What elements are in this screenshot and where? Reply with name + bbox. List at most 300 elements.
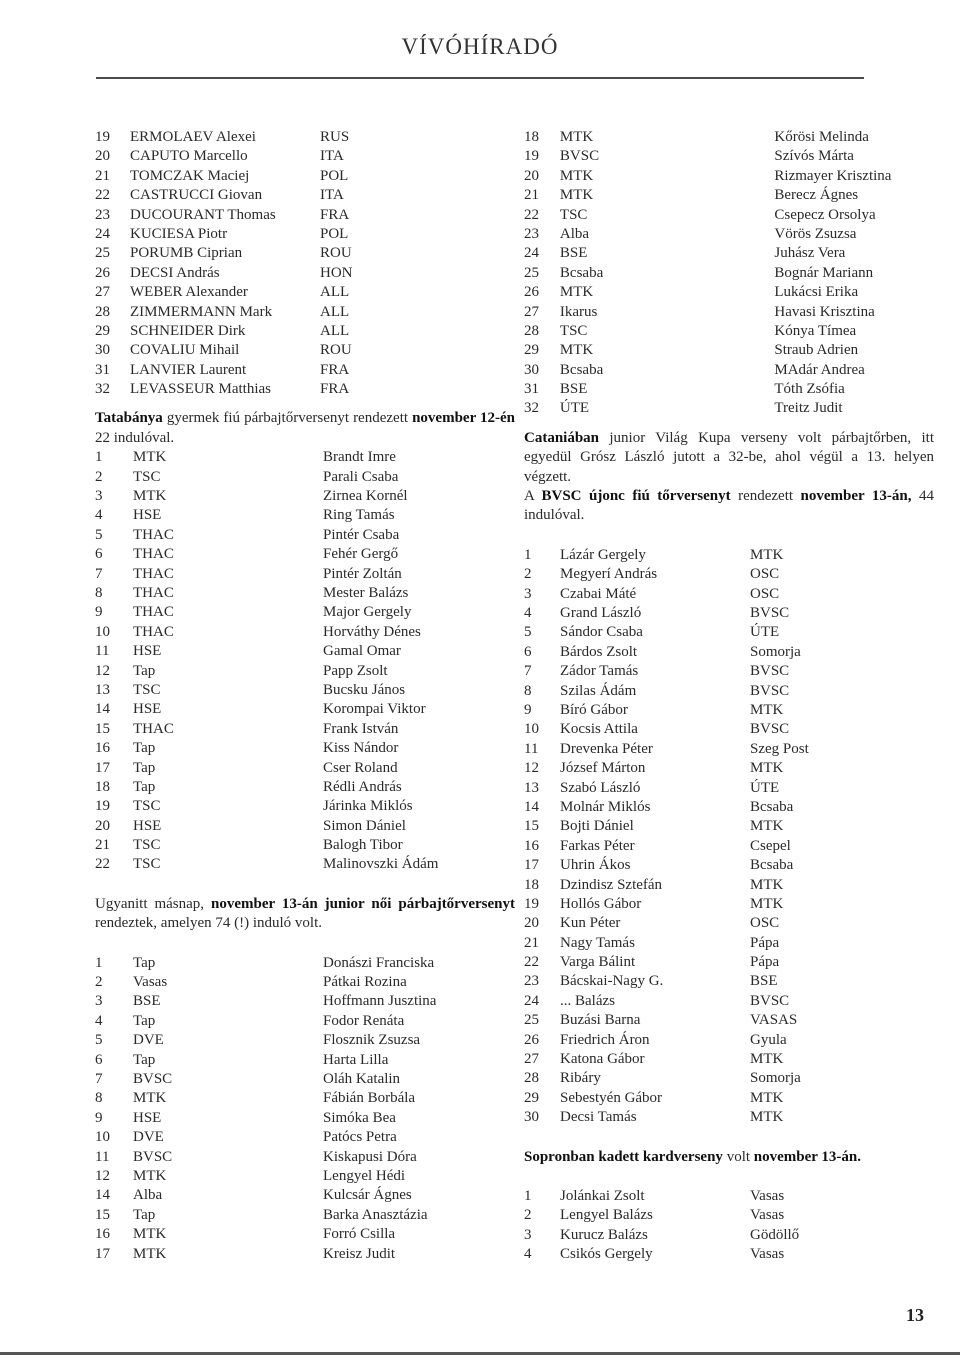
rank-cell: 21 (524, 934, 539, 951)
rank-cell: 13 (524, 779, 539, 796)
cell-secondary: BSE (750, 973, 778, 990)
cell-primary: Jolánkai Zsolt (560, 1188, 645, 1205)
rank-cell: 26 (524, 284, 539, 301)
rank-cell: 19 (95, 129, 110, 145)
cell-secondary: Malinovszki Ádám (323, 856, 439, 873)
cell-secondary: ALL (320, 284, 350, 301)
cell-primary: Katona Gábor (560, 1051, 645, 1068)
cell-primary: THAC (133, 585, 174, 602)
cell-primary: TSC (133, 468, 161, 485)
rank-cell: 15 (95, 1206, 110, 1223)
rank-cell: 22 (95, 187, 110, 204)
rank-cell: 19 (524, 148, 539, 165)
table-row (524, 565, 934, 584)
cell-secondary: MTK (750, 1109, 784, 1126)
rank-cell: 20 (524, 915, 539, 932)
table-row (95, 1031, 515, 1050)
rank-cell: 23 (95, 206, 110, 223)
cell-secondary: OSC (750, 585, 780, 602)
table-row (524, 662, 934, 681)
table-row (524, 225, 934, 244)
cell-primary: Varga Bálint (560, 954, 636, 971)
cell-primary: Farkas Péter (560, 837, 635, 854)
table-row (524, 953, 934, 972)
rank-cell: 27 (524, 1051, 539, 1068)
rank-cell: 20 (95, 148, 110, 165)
cell-secondary: Lengyel Hédi (323, 1167, 406, 1184)
cell-primary: CASTRUCCI Giovan (130, 187, 263, 204)
rank-cell: 1 (524, 1188, 532, 1205)
rank-cell: 9 (524, 702, 532, 719)
table-row (95, 545, 515, 564)
cell-secondary: Flosznik Zsuzsa (323, 1032, 421, 1049)
rank-cell: 1 (95, 954, 103, 971)
cell-primary: Friedrich Áron (560, 1031, 650, 1048)
cell-secondary: Bcsaba (750, 857, 794, 874)
table-row (524, 283, 934, 302)
cell-secondary: Szeg Post (750, 740, 809, 757)
cell-secondary: MTK (750, 760, 784, 777)
table-row (524, 604, 934, 623)
cell-secondary: Major Gergely (323, 604, 412, 621)
cell-secondary: Vasas (750, 1188, 785, 1205)
cell-secondary: Vörös Zsuzsa (774, 225, 857, 242)
table-row (95, 468, 515, 487)
rank-cell: 22 (524, 206, 539, 223)
table-row (95, 700, 515, 719)
header-rule (96, 77, 864, 79)
cell-primary: Bárdos Zsolt (560, 643, 638, 660)
cell-secondary: BVSC (750, 992, 790, 1009)
table-row (95, 1070, 515, 1089)
cell-primary: TSC (133, 681, 161, 698)
table-row (524, 914, 934, 933)
cell-secondary: ROU (320, 245, 352, 262)
cell-primary: TSC (559, 322, 588, 339)
cell-primary: József Márton (560, 760, 646, 777)
left-column (95, 128, 515, 1264)
paragraph-sopron: Sopronban kadett kardverseny volt november 13-án. (524, 1148, 862, 1165)
table-row (524, 1206, 934, 1225)
table-row (524, 585, 934, 604)
rank-cell: 17 (524, 857, 539, 874)
cell-secondary: Vasas (750, 1246, 785, 1263)
table-row (524, 264, 934, 283)
cell-secondary: Donászi Franciska (323, 954, 435, 971)
rank-cell: 2 (524, 1207, 532, 1224)
cell-secondary: Brandt Imre (323, 449, 396, 466)
rank-cell: 32 (524, 400, 539, 417)
table-row (524, 186, 934, 205)
cell-secondary: ALL (320, 322, 350, 339)
cell-primary: MTK (133, 488, 167, 505)
rank-cell: 6 (95, 546, 103, 563)
results-table-junior-women (95, 954, 515, 1264)
cell-secondary: Juhász Vera (774, 245, 846, 262)
rank-cell: 26 (95, 264, 110, 281)
rank-cell: 17 (95, 1245, 110, 1262)
cell-primary: Bácskai-Nagy G. (560, 973, 664, 990)
cell-primary: MTK (559, 129, 594, 145)
cell-secondary: POL (320, 225, 349, 242)
rank-cell: 30 (524, 1109, 539, 1126)
page-header: VÍVÓHÍRADÓ (401, 34, 559, 59)
rank-cell: 8 (95, 585, 103, 602)
rank-cell: 5 (95, 526, 103, 543)
cell-secondary: Parali Csaba (323, 468, 399, 485)
rank-cell: 20 (95, 817, 110, 834)
cell-primary: ERMOLAEV Alexei (130, 129, 256, 145)
cell-primary: Czabai Máté (560, 585, 637, 602)
table-row (524, 546, 934, 565)
rank-cell: 18 (95, 778, 110, 795)
rank-cell: 30 (524, 361, 539, 378)
rank-cell: 1 (95, 449, 103, 466)
rank-cell: 12 (95, 662, 110, 679)
results-table-tatabanya (95, 448, 515, 875)
cell-secondary: Pintér Csaba (323, 526, 400, 543)
cell-secondary: MAdár Andrea (774, 361, 865, 378)
table-row (524, 798, 934, 817)
table-row (524, 817, 934, 836)
cell-secondary: Rizmayer Krisztina (774, 167, 892, 184)
table-row (95, 361, 515, 380)
table-row (95, 642, 515, 661)
cell-secondary: Kónya Tímea (774, 322, 857, 339)
cell-primary: Ikarus (559, 303, 598, 320)
table-row (524, 1069, 934, 1088)
rank-cell: 10 (95, 623, 110, 640)
cell-primary: WEBER Alexander (130, 284, 248, 301)
cell-secondary: ÚTE (750, 624, 780, 641)
cell-primary: Ribáry (560, 1070, 601, 1087)
cell-primary: LEVASSEUR Matthias (130, 381, 271, 398)
table-row (524, 972, 934, 991)
cell-primary: Alba (133, 1187, 163, 1204)
rank-cell: 21 (95, 837, 110, 854)
rank-cell: 3 (95, 993, 103, 1010)
rank-cell: 31 (95, 361, 110, 378)
table-row (95, 584, 515, 603)
cell-primary: THAC (133, 720, 174, 737)
rank-cell: 3 (524, 1226, 532, 1243)
cell-primary: BVSC (133, 1148, 173, 1165)
rank-cell: 9 (95, 604, 103, 621)
table-row (524, 856, 934, 875)
table-row (95, 662, 515, 681)
cell-secondary: ITA (320, 187, 344, 204)
table-row (524, 934, 934, 953)
cell-primary: Tap (133, 740, 156, 757)
cell-primary: MTK (133, 1245, 167, 1262)
cell-secondary: Pápa (750, 934, 780, 951)
table-row (95, 186, 515, 205)
cell-primary: Tap (133, 1206, 156, 1223)
rank-cell: 6 (95, 1051, 103, 1068)
cell-secondary: Berecz Ágnes (774, 187, 859, 204)
rank-cell: 4 (524, 605, 532, 622)
rank-cell: 4 (95, 507, 103, 524)
cell-secondary: POL (320, 167, 349, 184)
cell-secondary: Patócs Petra (323, 1129, 397, 1146)
cell-primary: SCHNEIDER Dirk (130, 322, 246, 339)
cell-primary: BSE (133, 993, 161, 1010)
cell-primary: Lázár Gergely (560, 546, 646, 563)
table-row (95, 341, 515, 360)
cell-secondary: Balogh Tibor (323, 837, 403, 854)
table-row (95, 1109, 515, 1128)
cell-primary: TSC (133, 837, 161, 854)
cell-secondary: Simóka Bea (323, 1109, 396, 1126)
cell-primary: MTK (559, 187, 594, 204)
rank-cell: 13 (95, 681, 110, 698)
rank-cell: 2 (95, 974, 103, 991)
cell-secondary: BVSC (750, 663, 790, 680)
rank-cell: 14 (524, 798, 539, 815)
table-row (524, 322, 934, 341)
cell-primary: Bojti Dániel (560, 818, 634, 835)
cell-secondary: FRA (320, 361, 350, 378)
rank-cell: 8 (95, 1090, 103, 1107)
cell-primary: Nagy Tamás (560, 934, 635, 951)
cell-secondary: Kiss Nándor (323, 740, 399, 757)
cell-secondary: Zirnea Kornél (323, 488, 408, 505)
table-row (524, 876, 934, 895)
results-table-bvsc (524, 546, 934, 1128)
rank-cell: 24 (95, 225, 110, 242)
cell-secondary: Járinka Miklós (323, 798, 413, 815)
cell-primary: Szilas Ádám (560, 682, 637, 699)
table-row (95, 817, 515, 836)
rank-cell: 16 (524, 837, 539, 854)
cell-primary: Drevenka Péter (560, 740, 653, 757)
cell-secondary: Pápa (750, 954, 780, 971)
cell-secondary: Csepel (750, 837, 791, 854)
rank-cell: 7 (95, 1071, 103, 1088)
cell-primary: HSE (133, 817, 162, 834)
cell-primary: Tap (133, 759, 156, 776)
cell-primary: Szabó László (560, 779, 641, 796)
table-row (95, 506, 515, 525)
cell-secondary: Horváthy Dénes (323, 623, 421, 640)
table-row (95, 448, 515, 467)
cell-secondary: Gamal Omar (323, 643, 401, 660)
rank-cell: 8 (524, 682, 532, 699)
cell-primary: Kun Péter (560, 915, 621, 932)
rank-cell: 31 (524, 381, 539, 398)
table-row (95, 778, 515, 797)
table-row (524, 682, 934, 701)
rank-cell: 15 (524, 818, 539, 835)
cell-secondary: Fehér Gergő (323, 546, 399, 563)
table-row (524, 1108, 934, 1127)
cell-primary: TSC (133, 856, 161, 873)
cell-secondary: ROU (320, 342, 352, 359)
table-row (524, 147, 934, 166)
cell-primary: BSE (559, 245, 588, 262)
cell-primary: Tap (133, 1012, 156, 1029)
cell-primary: Tap (133, 1051, 156, 1068)
cell-primary: PORUMB Ciprian (130, 245, 243, 262)
table-row (524, 206, 934, 225)
table-row (95, 992, 515, 1011)
cell-secondary: Vasas (750, 1207, 785, 1224)
cell-primary: Decsi Tamás (560, 1109, 637, 1126)
rank-cell: 4 (95, 1012, 103, 1029)
cell-primary: ... Balázs (560, 992, 615, 1009)
cell-primary: Buzási Barna (560, 1012, 641, 1029)
rank-cell: 26 (524, 1031, 539, 1048)
table-row (95, 739, 515, 758)
cell-secondary: ITA (320, 148, 344, 165)
cell-secondary: MTK (750, 546, 784, 563)
cell-primary: BSE (559, 381, 588, 398)
table-row (95, 167, 515, 186)
cell-primary: BVSC (559, 148, 600, 165)
rank-cell: 22 (95, 856, 110, 873)
table-row (524, 759, 934, 778)
rank-cell: 1 (524, 546, 532, 563)
cell-secondary: Papp Zsolt (323, 662, 388, 679)
cell-secondary: Kulcsár Ágnes (323, 1187, 412, 1204)
cell-secondary: Mester Balázs (323, 585, 409, 602)
rank-cell: 28 (95, 303, 110, 320)
rank-cell: 18 (524, 129, 539, 145)
rank-cell: 4 (524, 1246, 532, 1263)
rank-cell: 29 (95, 322, 110, 339)
rank-cell: 3 (95, 488, 103, 505)
paragraph-catania: Cataniában junior Világ Kupa verseny volt párbajtőrben, itt egyedül Grósz László jutott a 32-be, ahol végül a 13. helyen végzett. (524, 429, 934, 485)
cell-secondary: Straub Adrien (774, 342, 859, 359)
rank-cell: 22 (524, 954, 539, 971)
table-row (524, 720, 934, 739)
cell-secondary: Havasi Krisztina (774, 303, 875, 320)
table-row (95, 1089, 515, 1108)
cell-secondary: Bognár Mariann (774, 264, 874, 281)
rank-cell: 3 (524, 585, 532, 602)
table-row (95, 1167, 515, 1186)
table-row (95, 836, 515, 855)
table-row (524, 701, 934, 720)
table-row (95, 954, 515, 973)
cell-primary: DVE (133, 1129, 164, 1146)
rank-cell: 21 (95, 167, 110, 184)
rank-cell: 19 (524, 895, 539, 912)
cell-secondary: MTK (750, 895, 784, 912)
cell-secondary: Szívós Márta (774, 148, 854, 165)
table-row (524, 244, 934, 263)
table-row (95, 1186, 515, 1205)
cell-primary: Zádor Tamás (560, 663, 639, 680)
cell-primary: LANVIER Laurent (130, 361, 247, 378)
rank-cell: 2 (524, 566, 532, 583)
rank-cell: 19 (95, 798, 110, 815)
cell-primary: KUCIESA Piotr (130, 225, 228, 242)
cell-secondary: Frank István (323, 720, 399, 737)
cell-secondary: Lukácsi Erika (774, 284, 859, 301)
table-row (524, 303, 934, 322)
cell-secondary: MTK (750, 818, 784, 835)
rank-cell: 18 (524, 876, 539, 893)
cell-primary: HSE (133, 1109, 162, 1126)
cell-secondary: BVSC (750, 721, 790, 738)
table-row (95, 1051, 515, 1070)
cell-primary: Megyerí András (560, 566, 658, 583)
rank-cell: 24 (524, 992, 539, 1009)
cell-primary: Kocsis Attila (560, 721, 638, 738)
table-row (95, 1225, 515, 1244)
cell-secondary: FRA (320, 206, 350, 223)
cell-primary: Uhrin Ákos (560, 857, 631, 874)
cell-primary: THAC (133, 526, 174, 543)
cell-primary: Hollós Gábor (560, 895, 642, 912)
cell-secondary: Korompai Viktor (323, 701, 426, 718)
table-row (524, 643, 934, 662)
cell-secondary: Somorja (750, 643, 801, 660)
table-row (524, 167, 934, 186)
cell-primary: DUCOURANT Thomas (130, 206, 276, 223)
table-row (95, 623, 515, 642)
table-row (95, 380, 515, 399)
cell-primary: TOMCZAK Maciej (130, 167, 250, 184)
cell-primary: Grand László (560, 605, 642, 622)
cell-secondary: Tóth Zsófia (774, 381, 845, 398)
table-row (95, 759, 515, 778)
cell-primary: THAC (133, 546, 174, 563)
cell-secondary: Gödöllő (750, 1226, 800, 1243)
table-row (95, 565, 515, 584)
rank-cell: 21 (524, 187, 539, 204)
table-row (95, 206, 515, 225)
cell-primary: Bíró Gábor (560, 702, 628, 719)
table-row (524, 1031, 934, 1050)
table-row (95, 855, 515, 874)
paragraph-tatabanya: Tatabánya gyermek fiú párbajtőrversenyt rendezett november 12-én 22 indulóval. (95, 410, 515, 446)
cell-primary: MTK (559, 342, 594, 359)
rank-cell: 16 (95, 740, 110, 757)
cell-primary: Bcsaba (559, 361, 604, 378)
cell-secondary: HON (320, 264, 353, 281)
cell-secondary: Kreisz Judit (323, 1245, 396, 1262)
cell-primary: ZIMMERMANN Mark (130, 303, 273, 320)
rank-cell: 11 (524, 740, 539, 757)
rank-cell: 30 (95, 342, 110, 359)
cell-primary: Vasas (133, 974, 168, 991)
table-row (524, 1245, 934, 1264)
cell-secondary: Bucsku János (323, 681, 406, 698)
table-row (524, 1226, 934, 1245)
cell-secondary: Hoffmann Jusztina (323, 993, 437, 1010)
cell-secondary: RUS (320, 129, 350, 145)
rank-cell: 14 (95, 1187, 110, 1204)
cell-secondary: ALL (320, 303, 350, 320)
cell-secondary: Rédli András (323, 778, 402, 795)
table-row (524, 361, 934, 380)
table-row (95, 303, 515, 322)
cell-primary: TSC (559, 206, 588, 223)
table-row (95, 244, 515, 263)
table-row (524, 779, 934, 798)
table-row (95, 603, 515, 622)
cell-secondary: OSC (750, 915, 780, 932)
bottom-rule (0, 1352, 960, 1355)
table-row (524, 341, 934, 360)
cell-primary: HSE (133, 643, 162, 660)
cell-primary: THAC (133, 565, 174, 582)
cell-secondary: Cser Roland (323, 759, 398, 776)
rank-cell: 27 (95, 284, 110, 301)
table-row (95, 147, 515, 166)
